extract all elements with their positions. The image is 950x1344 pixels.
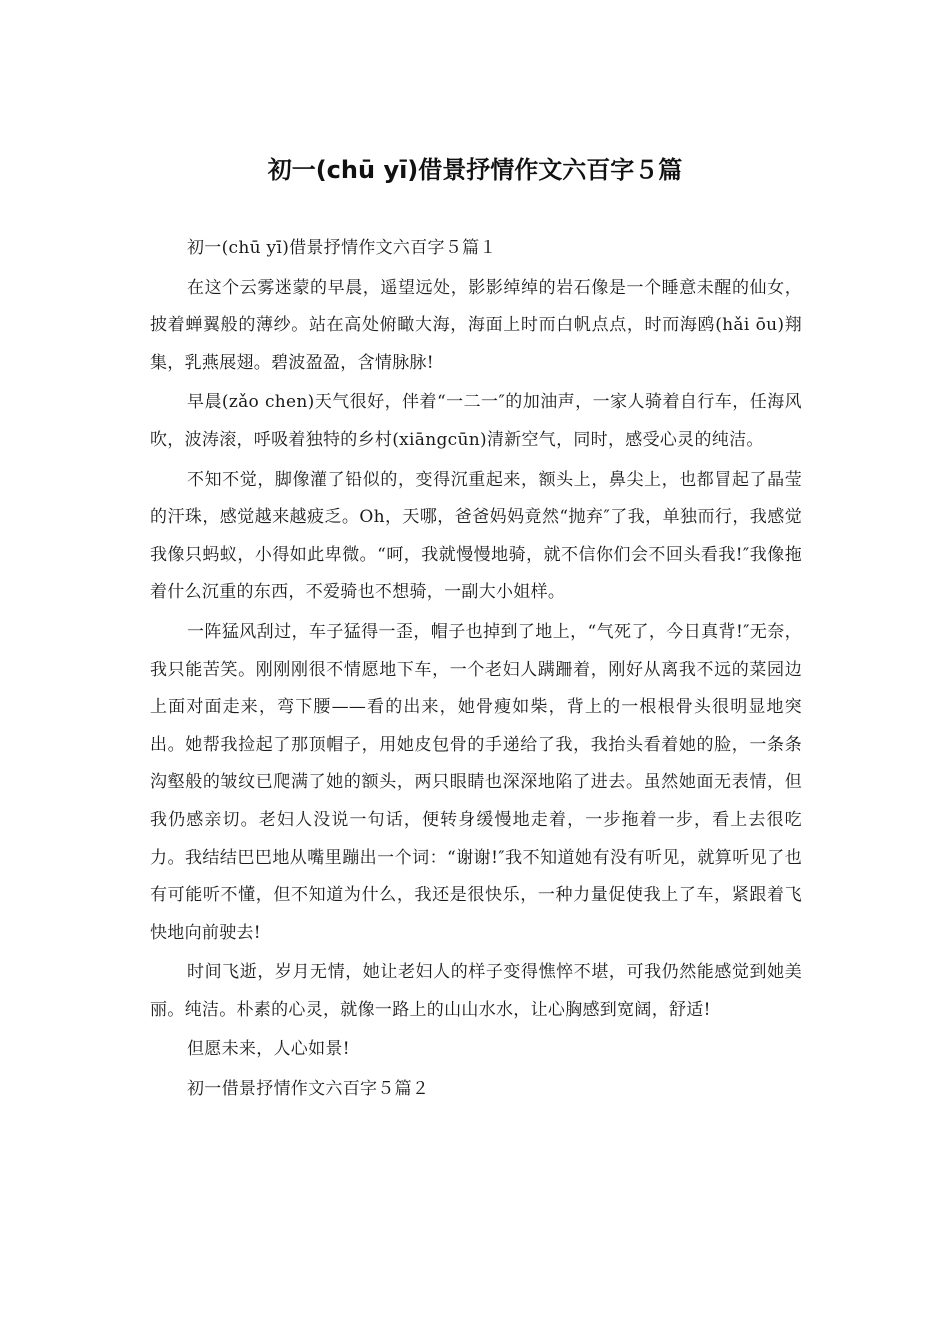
paragraph-reflection: 时间飞逝，岁月无情，她让老妇人的样子变得憔悴不堪，可我仍然能感觉到她美丽。纯洁。朴素的心灵，就像一路上的山山水水，让心胸感到宽阔，舒适! — [150, 962, 802, 1020]
document-body — [150, 230, 802, 1111]
section-heading-1: 初一(chū yī)借景抒情作文六百字５篇１ — [187, 238, 497, 258]
paragraph-closing: 但愿未来，人心如景! — [187, 1039, 350, 1060]
paragraph-fatigue: 不知不觉，脚像灌了铅似的，变得沉重起来，额头上，鼻尖上，也都冒起了晶莹的汗珠，感觉越来越疲乏。Oh，天哪，爸爸妈妈竟然“抛弃″了我，单独而行，我感觉我像只蚂蚁，小得如此卑微。“呵，我就慢慢地骑，就不信你们会不回头看我!″我像拖着什么沉重的东西，不爱骑也不想骑，一副大小姐样。 — [150, 469, 802, 603]
paragraph-old-woman: 一阵猛风刮过，车子猛得一歪，帽子也掉到了地上，“气死了，今日真背!″无奈，我只能苦笑。刚刚刚很不情愿地下车，一个老妇人蹒跚着，刚好从离我不远的菜园边上面对面走来，弯下腰——看的出来，她骨瘦如柴，背上的一根根骨头很明显地突出。她帮我捡起了那顶帽子，用她皮包骨的手递给了我，我抬头看着她的脸，一条条沟壑般的皱纹已爬满了她的额头，两只眼睛也深深地陷了进去。虽然她面无表情，但我仍感亲切。老妇人没说一句话，便转身缓慢地走着，一步拖着一步，看上去很吃力。我结结巴巴地从嘴里蹦出一个词：“谢谢!″我不知道她有没有听见，就算听见了也有可能听不懂，但不知道为什么，我还是很快乐，一种力量促使我上了车，紧跟着飞快地向前驶去! — [150, 621, 802, 943]
paragraph-cycling-start: 早晨(zǎo chen)天气很好，伴着“一二一″的加油声，一家人骑着自行车，任海风吹，波涛滚，呼吸着独特的乡村(xiāngcūn)清新空气，同时，感受心灵的纯洁。 — [150, 392, 802, 450]
paragraph-morning-scene: 在这个云雾迷蒙的早晨，遥望远处，影影绰绰的岩石像是一个睡意未醒的仙女，披着蝉翼般的薄纱。站在高处俯瞰大海，海面上时而白帆点点，时而海鸥(hǎi ōu)翔集，乳燕展翅。碧波盈盈，含情脉脉! — [150, 277, 802, 373]
section-heading-2: 初一借景抒情作文六百字５篇２ — [187, 1079, 430, 1100]
document-title: 初一(chū yī)借景抒情作文六百字５篇 — [267, 156, 683, 184]
